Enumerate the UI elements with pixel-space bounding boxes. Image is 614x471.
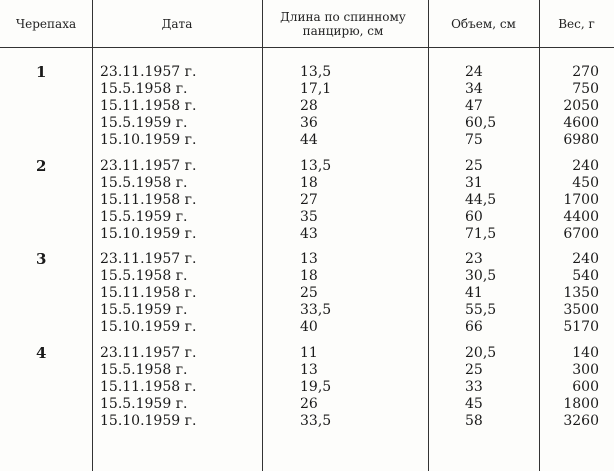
cell-date: 15.5.1959 г. <box>100 302 188 318</box>
cell-length: 13 <box>300 361 318 378</box>
cell-length: 33,5 <box>300 412 332 429</box>
cell-length: 18 <box>300 174 318 191</box>
cell-length: 19,5 <box>300 378 332 395</box>
cell-date: 15.11.1958 г. <box>100 98 197 114</box>
cell-length: 13 <box>300 251 318 267</box>
cell-weight: 1800 <box>563 395 599 412</box>
cell-volume: 58 <box>465 412 483 429</box>
cell-volume: 55,5 <box>465 302 497 318</box>
cell-date: 15.5.1959 г. <box>100 208 188 225</box>
cell-weight: 240 <box>572 251 599 267</box>
cell-length: 13,5 <box>300 157 332 174</box>
cell-date: 15.5.1958 г. <box>100 174 188 191</box>
turtle-number: 4 <box>36 343 47 362</box>
cell-length: 25 <box>300 285 318 301</box>
cell-weight: 3260 <box>563 412 599 429</box>
cell-volume: 60 <box>465 208 483 225</box>
cell-weight: 750 <box>572 81 599 97</box>
cell-length: 35 <box>300 208 318 225</box>
cell-volume: 60,5 <box>465 115 497 131</box>
cell-weight: 600 <box>572 378 599 395</box>
cell-volume: 31 <box>465 174 483 191</box>
cell-volume: 75 <box>465 132 483 148</box>
cell-date: 15.5.1958 г. <box>100 361 188 378</box>
cell-date: 15.10.1959 г. <box>100 319 197 335</box>
cell-length: 28 <box>300 98 318 114</box>
cell-length: 11 <box>300 344 318 361</box>
cell-volume: 25 <box>465 157 483 174</box>
header-divider <box>0 47 614 48</box>
cell-volume: 66 <box>465 319 483 335</box>
cell-date: 15.10.1959 г. <box>100 132 197 148</box>
turtle-number: 2 <box>36 156 47 175</box>
cell-date: 15.11.1958 г. <box>100 191 197 208</box>
cell-volume: 71,5 <box>465 225 497 242</box>
cell-length: 13,5 <box>300 64 332 80</box>
cell-volume: 20,5 <box>465 344 497 361</box>
header-date: Дата <box>161 17 193 31</box>
header-volume: Объем, см <box>451 17 516 31</box>
column-divider <box>428 0 429 471</box>
cell-length: 26 <box>300 395 318 412</box>
cell-weight: 140 <box>572 344 599 361</box>
cell-weight: 4600 <box>563 115 599 131</box>
cell-length: 27 <box>300 191 318 208</box>
cell-length: 40 <box>300 319 318 335</box>
cell-length: 18 <box>300 268 318 284</box>
cell-length: 44 <box>300 132 318 148</box>
cell-date: 15.5.1959 г. <box>100 115 188 131</box>
cell-volume: 34 <box>465 81 483 97</box>
cell-weight: 2050 <box>563 98 599 114</box>
cell-volume: 24 <box>465 64 483 80</box>
cell-date: 15.5.1958 г. <box>100 81 188 97</box>
cell-weight: 240 <box>572 157 599 174</box>
cell-volume: 45 <box>465 395 483 412</box>
cell-weight: 4400 <box>563 208 599 225</box>
turtle-number: 1 <box>36 63 47 81</box>
cell-volume: 30,5 <box>465 268 497 284</box>
cell-weight: 6700 <box>563 225 599 242</box>
cell-weight: 1350 <box>563 285 599 301</box>
cell-weight: 5170 <box>563 319 599 335</box>
cell-weight: 540 <box>572 268 599 284</box>
cell-date: 15.11.1958 г. <box>100 378 197 395</box>
cell-date: 23.11.1957 г. <box>100 157 197 174</box>
cell-date: 15.5.1959 г. <box>100 395 188 412</box>
cell-length: 36 <box>300 115 318 131</box>
cell-length: 33,5 <box>300 302 332 318</box>
cell-volume: 33 <box>465 378 483 395</box>
cell-date: 23.11.1957 г. <box>100 251 197 267</box>
cell-weight: 450 <box>572 174 599 191</box>
turtle-number: 3 <box>36 250 47 268</box>
cell-volume: 41 <box>465 285 483 301</box>
cell-weight: 1700 <box>563 191 599 208</box>
cell-weight: 6980 <box>563 132 599 148</box>
cell-date: 15.10.1959 г. <box>100 412 197 429</box>
cell-volume: 25 <box>465 361 483 378</box>
cell-length: 43 <box>300 225 318 242</box>
cell-length: 17,1 <box>300 81 332 97</box>
cell-date: 15.5.1958 г. <box>100 268 188 284</box>
column-divider <box>92 0 93 471</box>
cell-volume: 44,5 <box>465 191 497 208</box>
cell-date: 15.11.1958 г. <box>100 285 197 301</box>
cell-volume: 23 <box>465 251 483 267</box>
cell-weight: 270 <box>572 64 599 80</box>
cell-weight: 300 <box>572 361 599 378</box>
cell-date: 23.11.1957 г. <box>100 344 197 361</box>
cell-weight: 3500 <box>563 302 599 318</box>
header-weight: Вес, г <box>558 17 595 31</box>
header-length: Длина по спинному панцирю, см <box>280 10 406 38</box>
cell-date: 15.10.1959 г. <box>100 225 197 242</box>
header-turtle: Черепаха <box>15 17 77 31</box>
cell-volume: 47 <box>465 98 483 114</box>
column-divider <box>262 0 263 471</box>
cell-date: 23.11.1957 г. <box>100 64 197 80</box>
